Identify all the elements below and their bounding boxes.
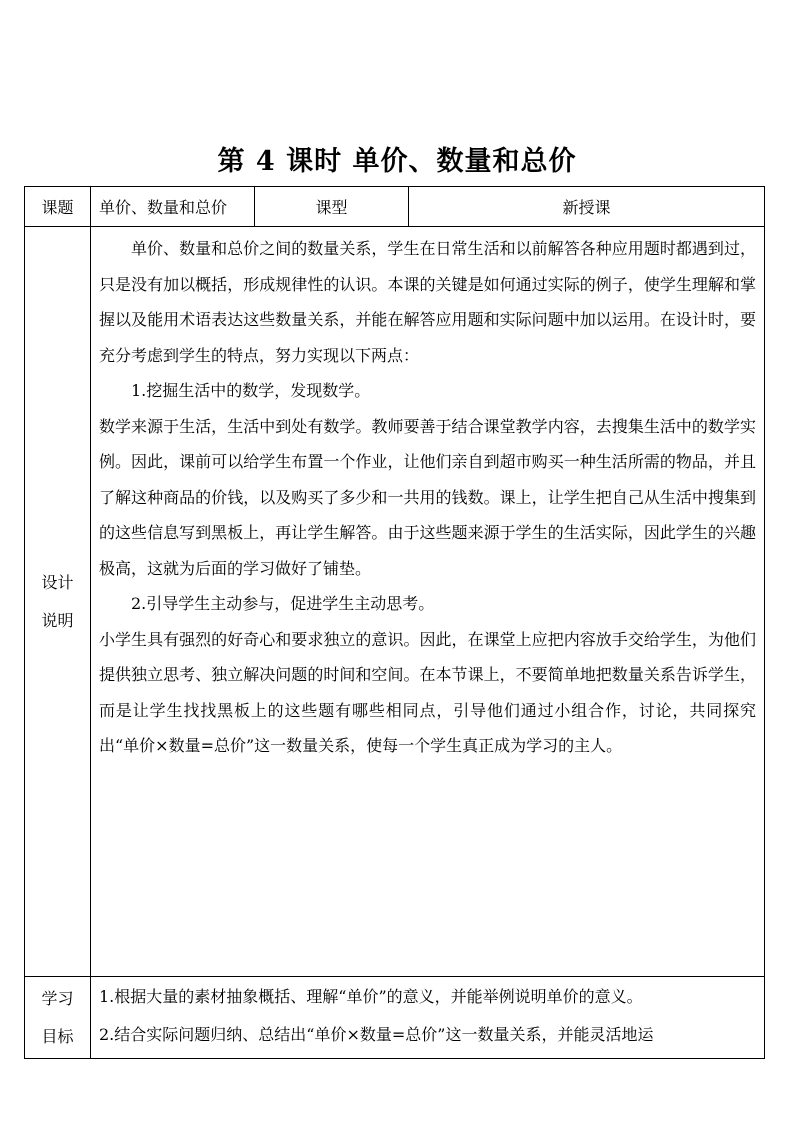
design-point-heading: 1.挖掘生活中的数学，发现数学。	[131, 381, 371, 400]
goals-list	[91, 977, 765, 1059]
header-row	[25, 187, 765, 227]
design-row	[25, 227, 765, 977]
page-title: 第 4 课时 单价、数量和总价	[217, 146, 577, 177]
design-label: 设计 说明	[25, 227, 91, 977]
lesson-type-label: 课型	[255, 187, 409, 227]
goal-item: 1.根据大量的素材抽象概括、理解“单价”的意义，并能举例说明单价的意义。	[99, 987, 643, 1006]
design-paragraph: 数学来源于生活，生活中到处有数学。教师要善于结合课堂教学内容，去搜集生活中的数学实例。因此，课前可以给学生布置一个作业，让他们亲自到超市购买一种生活所需的物品，并且了解这种商品的价钱，以及购买了多少和一共用的钱数。课上，让学生把自己从生活中搜集到的这些信息写到黑板上，再让学生解答。由于这些题来源于学生的生活实际，因此学生的兴趣极高，这就为后面的学习做好了铺垫。	[99, 416, 756, 578]
design-paragraph: 小学生具有强烈的好奇心和要求独立的意识。因此，在课堂上应把内容放手交给学生，为他们提供独立思考、独立解决问题的时间和空间。在本节课上，不要简单地把数量关系告诉学生，而是让学生找找黑板上的这些题有哪些相同点，引导他们通过小组合作，讨论，共同探究出“单价×数量=总价”这一数量关系，使每一个学生真正成为学习的主人。	[99, 629, 756, 755]
topic-label: 课题	[25, 187, 91, 227]
goal-item: 2.结合实际问题归纳、总结出“单价×数量=总价”这一数量关系，并能灵活地运	[99, 1025, 654, 1044]
lesson-plan-table	[24, 186, 765, 1059]
lesson-type-value: 新授课	[409, 187, 765, 227]
design-paragraph: 单价、数量和总价之间的数量关系，学生在日常生活和以前解答各种应用题时都遇到过，只是没有加以概括，形成规律性的认识。本课的关键是如何通过实际的例子，使学生理解和掌握以及能用术语表达这些数量关系，并能在解答应用题和实际问题中加以运用。在设计时，要充分考虑到学生的特点，努力实现以下两点：	[99, 239, 756, 365]
design-point-heading: 2.引导学生主动参与，促进学生主动思考。	[131, 594, 435, 613]
goals-label: 学习 目标	[25, 977, 91, 1059]
goals-row	[25, 977, 765, 1059]
topic-value: 单价、数量和总价	[91, 187, 255, 227]
design-description	[91, 227, 765, 977]
